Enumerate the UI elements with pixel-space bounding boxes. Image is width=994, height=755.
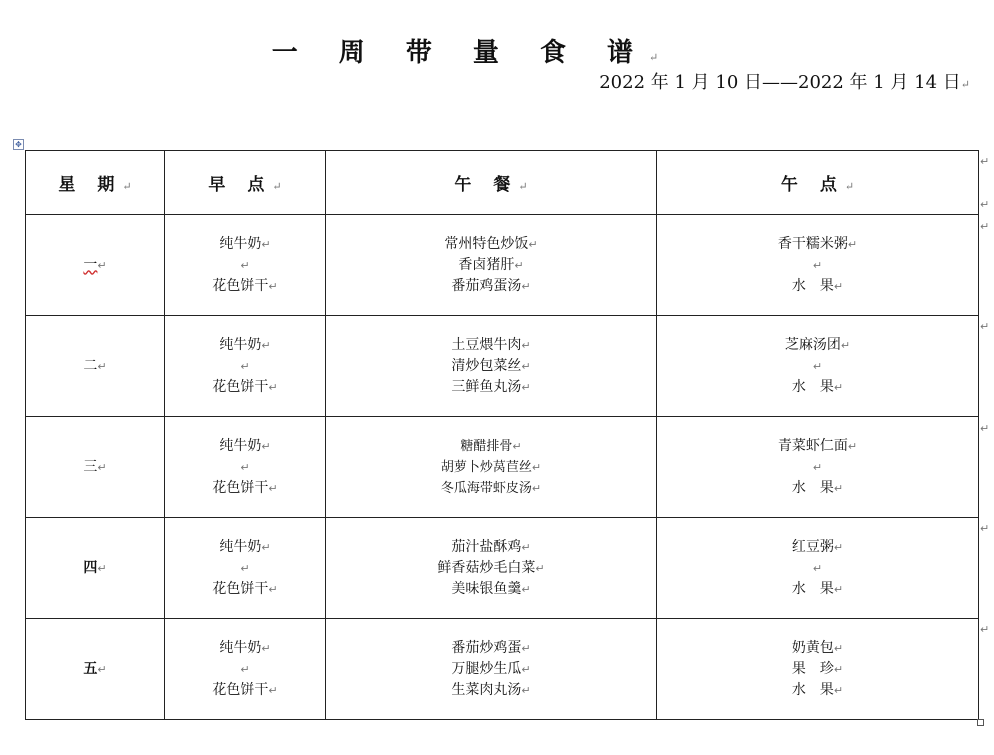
row-end-mark: ↵ xyxy=(980,422,990,435)
document-title: 一 周 带 量 食 谱↵ xyxy=(271,38,659,68)
snack-cell: 香干糯米粥↵ ↵ 水 果↵ xyxy=(657,215,979,316)
row-end-mark: ↵ xyxy=(980,220,990,233)
table-row xyxy=(26,619,979,720)
day-cell: 二↵ xyxy=(26,316,165,417)
weekly-menu-table xyxy=(25,150,979,720)
breakfast-cell: 纯牛奶↵ ↵ 花色饼干↵ xyxy=(165,619,326,720)
lunch-cell: 糖醋排骨↵ 胡萝卜炒莴苣丝↵ 冬瓜海带虾皮汤↵ xyxy=(326,417,657,518)
breakfast-cell: 纯牛奶↵ ↵ 花色饼干↵ xyxy=(165,316,326,417)
table-row xyxy=(26,316,979,417)
paragraph-mark: ↵ xyxy=(960,78,970,91)
snack-cell: 青菜虾仁面↵ ↵ 水 果↵ xyxy=(657,417,979,518)
lunch-cell: 番茄炒鸡蛋↵ 万腿炒生瓜↵ 生菜肉丸汤↵ xyxy=(326,619,657,720)
row-end-mark: ↵ xyxy=(980,320,990,333)
breakfast-cell: 纯牛奶↵ ↵ 花色饼干↵ xyxy=(165,215,326,316)
table-move-handle-icon[interactable]: ✥ xyxy=(13,139,24,150)
lunch-cell: 茄汁盐酥鸡↵ 鲜香菇炒毛白菜↵ 美味银鱼羹↵ xyxy=(326,518,657,619)
header-breakfast: 早 点↵ xyxy=(165,151,326,215)
table-row xyxy=(26,215,979,316)
header-afternoon-snack: 午 点↵ xyxy=(657,151,979,215)
day-cell: 一↵ xyxy=(26,215,165,316)
snack-cell: 奶黄包↵ 果 珍↵ 水 果↵ xyxy=(657,619,979,720)
breakfast-cell: 纯牛奶↵ ↵ 花色饼干↵ xyxy=(165,518,326,619)
table-resize-handle[interactable] xyxy=(977,719,984,726)
breakfast-cell: 纯牛奶↵ ↵ 花色饼干↵ xyxy=(165,417,326,518)
lunch-cell: 常州特色炒饭↵ 香卤猪肝↵ 番茄鸡蛋汤↵ xyxy=(326,215,657,316)
day-cell: 四↵ xyxy=(26,518,165,619)
table-row xyxy=(26,518,979,619)
header-lunch: 午 餐↵ xyxy=(326,151,657,215)
row-end-mark: ↵ xyxy=(980,198,990,211)
day-cell: 三↵ xyxy=(26,417,165,518)
row-end-mark: ↵ xyxy=(980,623,990,636)
row-end-mark: ↵ xyxy=(980,155,990,168)
snack-cell: 芝麻汤团↵ ↵ 水 果↵ xyxy=(657,316,979,417)
lunch-cell: 土豆煨牛肉↵ 清炒包菜丝↵ 三鲜鱼丸汤↵ xyxy=(326,316,657,417)
paragraph-mark: ↵ xyxy=(649,51,659,64)
snack-cell: 红豆粥↵ ↵ 水 果↵ xyxy=(657,518,979,619)
table-row xyxy=(26,417,979,518)
day-cell: 五↵ xyxy=(26,619,165,720)
row-end-mark: ↵ xyxy=(980,522,990,535)
header-row xyxy=(26,151,979,215)
header-weekday: 星 期↵ xyxy=(26,151,165,215)
date-range: 2022 年 1 月 10 日——2022 年 1 月 14 日↵ xyxy=(599,72,970,93)
